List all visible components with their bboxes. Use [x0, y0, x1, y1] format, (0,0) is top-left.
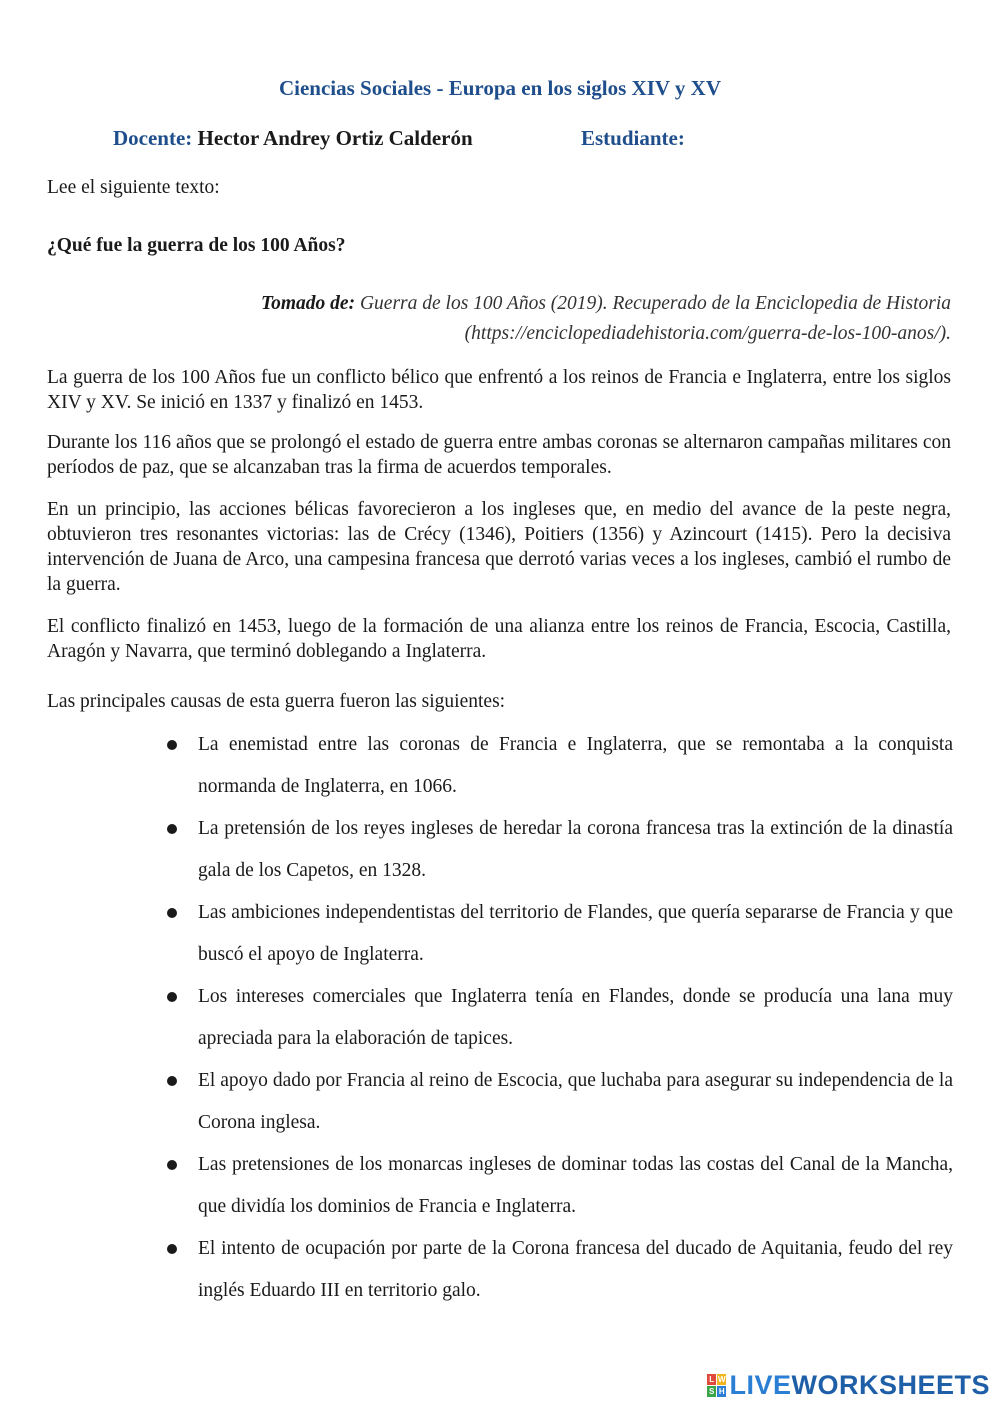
liveworksheets-logo[interactable] [707, 1370, 990, 1401]
bullet-icon [167, 1160, 177, 1170]
liveworksheets-logo-icon: L W S H [709, 1375, 726, 1396]
intro-text: Lee el siguiente texto: [47, 177, 220, 198]
list-item: La enemistad entre las coronas de Francia e Inglaterra, que se remontaba a la conquista normanda de Inglaterra, en 1066. [163, 724, 953, 808]
paragraph-1: La guerra de los 100 Años fue un conflicto bélico que enfrentó a los reinos de Francia e Inglaterra, entre los siglos XIV y XV. Se inició en 1337 y finalizó en 1453. [47, 367, 951, 413]
bullet-icon [167, 908, 177, 918]
list-item: El apoyo dado por Francia al reino de Escocia, que luchaba para asegurar su independencia de la Corona inglesa. [163, 1060, 953, 1144]
list-item: La pretensión de los reyes ingleses de heredar la corona francesa tras la extinción de la dinastía gala de los Capetos, en 1328. [163, 808, 953, 892]
question-heading: ¿Qué fue la guerra de los 100 Años? [47, 235, 346, 256]
bullet-icon [167, 1076, 177, 1086]
logo-text: LIVEWORKSHEETS [729, 1370, 990, 1400]
bullet-icon [167, 740, 177, 750]
list-item: El intento de ocupación por parte de la Corona francesa del ducado de Aquitania, feudo del rey inglés Eduardo III en territorio galo. [163, 1228, 953, 1312]
document-title: Ciencias Sociales - Europa en los siglos XIV y XV [278, 76, 721, 100]
list-item: Los intereses comerciales que Inglaterra tenía en Flandes, donde se producía una lana muy apreciada para la elaboración de tapices. [163, 976, 953, 1060]
paragraph-3: En un principio, las acciones bélicas favorecieron a los ingleses que, en medio del avance de la peste negra, obtuvieron tres resonantes victorias: las de Crécy (1346), Poitiers (1356) y Azincourt (1415). Pero la decisiva intervención de Juana de Arco, una campesina francesa que derrotó varias veces a los ingleses, cambió el rumbo de la guerra. [47, 499, 951, 595]
source-label: Tomado de: [261, 293, 356, 314]
source-citation [151, 289, 951, 349]
source-text: Guerra de los 100 Años (2019). Recuperado de la Enciclopedia de Historia (https://enciclopediadehistoria.com/guerra-de-los-100-anos/). [359, 293, 951, 344]
student-label: Estudiante: [581, 126, 685, 150]
bullet-icon [167, 1244, 177, 1254]
list-item: Las pretensiones de los monarcas ingleses de dominar todas las costas del Canal de la Mancha, que dividía los dominios de Francia e Inglaterra. [163, 1144, 953, 1228]
teacher-name: Hector Andrey Ortiz Calderón [197, 126, 473, 150]
causes-list [163, 724, 953, 1312]
causes-intro: Las principales causas de esta guerra fueron las siguientes: [47, 691, 506, 712]
paragraph-2: Durante los 116 años que se prolongó el estado de guerra entre ambas coronas se alternaron campañas militares con períodos de paz, que se alcanzaban tras la firma de acuerdos temporales. [47, 432, 951, 478]
bullet-icon [167, 992, 177, 1002]
paragraph-4: El conflicto finalizó en 1453, luego de la formación de una alianza entre los reinos de Francia, Escocia, Castilla, Aragón y Navarra, que terminó doblegando a Inglaterra. [47, 616, 951, 662]
bullet-icon [167, 824, 177, 834]
list-item: Las ambiciones independentistas del territorio de Flandes, que quería separarse de Francia y que buscó el apoyo de Inglaterra. [163, 892, 953, 976]
teacher-label: Docente: [113, 126, 193, 150]
document-meta [113, 126, 685, 151]
